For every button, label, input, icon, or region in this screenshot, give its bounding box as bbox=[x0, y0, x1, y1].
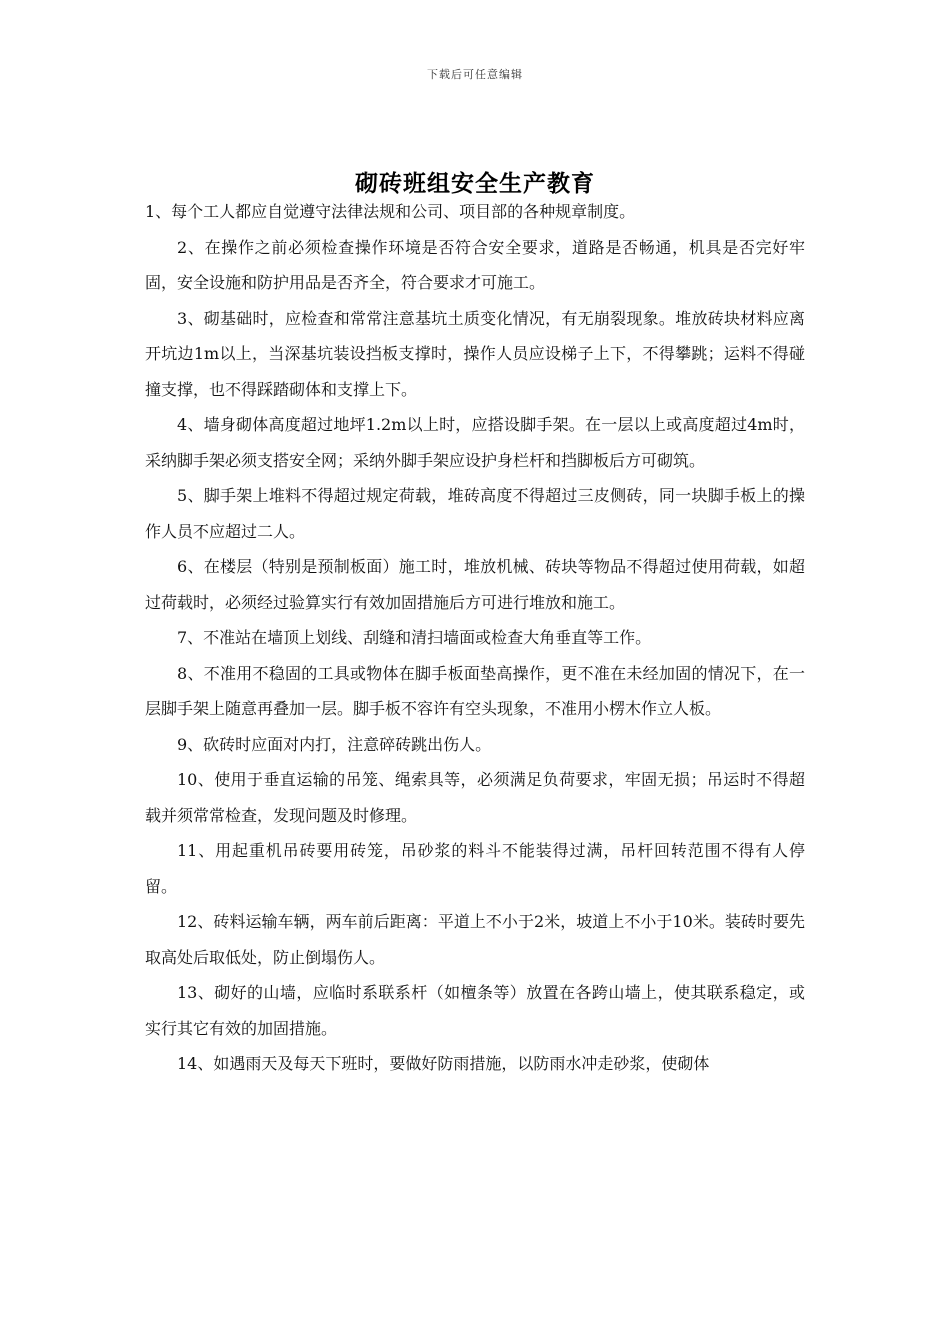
header-note: 下载后可任意编辑 bbox=[427, 68, 523, 81]
rule-paragraph-13: 13、砌好的山墙，应临时系联系杆（如檀条等）放置在各跨山墙上，使其联系稳定，或实行其它有效的加固措施。 bbox=[145, 983, 805, 1038]
rule-paragraph-9: 9、砍砖时应面对内打，注意碎砖跳出伤人。 bbox=[177, 734, 492, 754]
rule-paragraph-3: 3、砌基础时，应检查和常常注意基坑土质变化情况，有无崩裂现象。堆放砖块材料应离开坑边1m以上，当深基坑装设挡板支撑时，操作人员应设梯子上下，不得攀跳；运料不得碰撞支撑，也不得踩踏砌体和支撑上下。 bbox=[145, 308, 805, 399]
rule-paragraph-14: 14、如遇雨天及每天下班时，要做好防雨措施，以防雨水冲走砂浆，使砌体 bbox=[177, 1054, 710, 1073]
rule-paragraph-6: 6、在楼层（特别是预制板面）施工时，堆放机械、砖块等物品不得超过使用荷载，如超过荷载时，必须经过验算实行有效加固措施后方可进行堆放和施工。 bbox=[145, 557, 805, 612]
rule-paragraph-11: 11、用起重机吊砖要用砖笼，吊砂浆的料斗不能装得过满，吊杆回转范围不得有人停留。 bbox=[145, 841, 805, 896]
rule-paragraph-7: 7、不准站在墙顶上划线、刮缝和清扫墙面或检查大角垂直等工作。 bbox=[177, 628, 652, 647]
rule-paragraph-8: 8、不准用不稳固的工具或物体在脚手板面垫高操作，更不准在未经加固的情况下，在一层脚手架上随意再叠加一层。脚手板不容许有空头现象，不准用小楞木作立人板。 bbox=[145, 663, 805, 718]
document-body bbox=[145, 194, 805, 1082]
document-title: 砌砖班组安全生产教育 bbox=[355, 170, 595, 198]
rule-paragraph-12: 12、砖料运输车辆，两车前后距离：平道上不小于2米，坡道上不小于10米。装砖时要先取高处后取低处，防止倒塌伤人。 bbox=[145, 912, 805, 967]
rule-paragraph-2: 2、在操作之前必须检查操作环境是否符合安全要求，道路是否畅通，机具是否完好牢固，安全设施和防护用品是否齐全，符合要求才可施工。 bbox=[145, 237, 805, 292]
rule-paragraph-1: 1、每个工人都应自觉遵守法律法规和公司、项目部的各种规章制度。 bbox=[145, 202, 636, 221]
rule-paragraph-10: 10、使用于垂直运输的吊笼、绳索具等，必须满足负荷要求，牢固无损；吊运时不得超载并须常常检查，发现问题及时修理。 bbox=[145, 770, 805, 825]
rule-paragraph-5: 5、脚手架上堆料不得超过规定荷载，堆砖高度不得超过三皮侧砖，同一块脚手板上的操作人员不应超过二人。 bbox=[145, 486, 805, 541]
rule-paragraph-4: 4、墙身砌体高度超过地坪1.2m以上时，应搭设脚手架。在一层以上或高度超过4m时，采纳脚手架必须支搭安全网；采纳外脚手架应设护身栏杆和挡脚板后方可砌筑。 bbox=[145, 415, 805, 470]
